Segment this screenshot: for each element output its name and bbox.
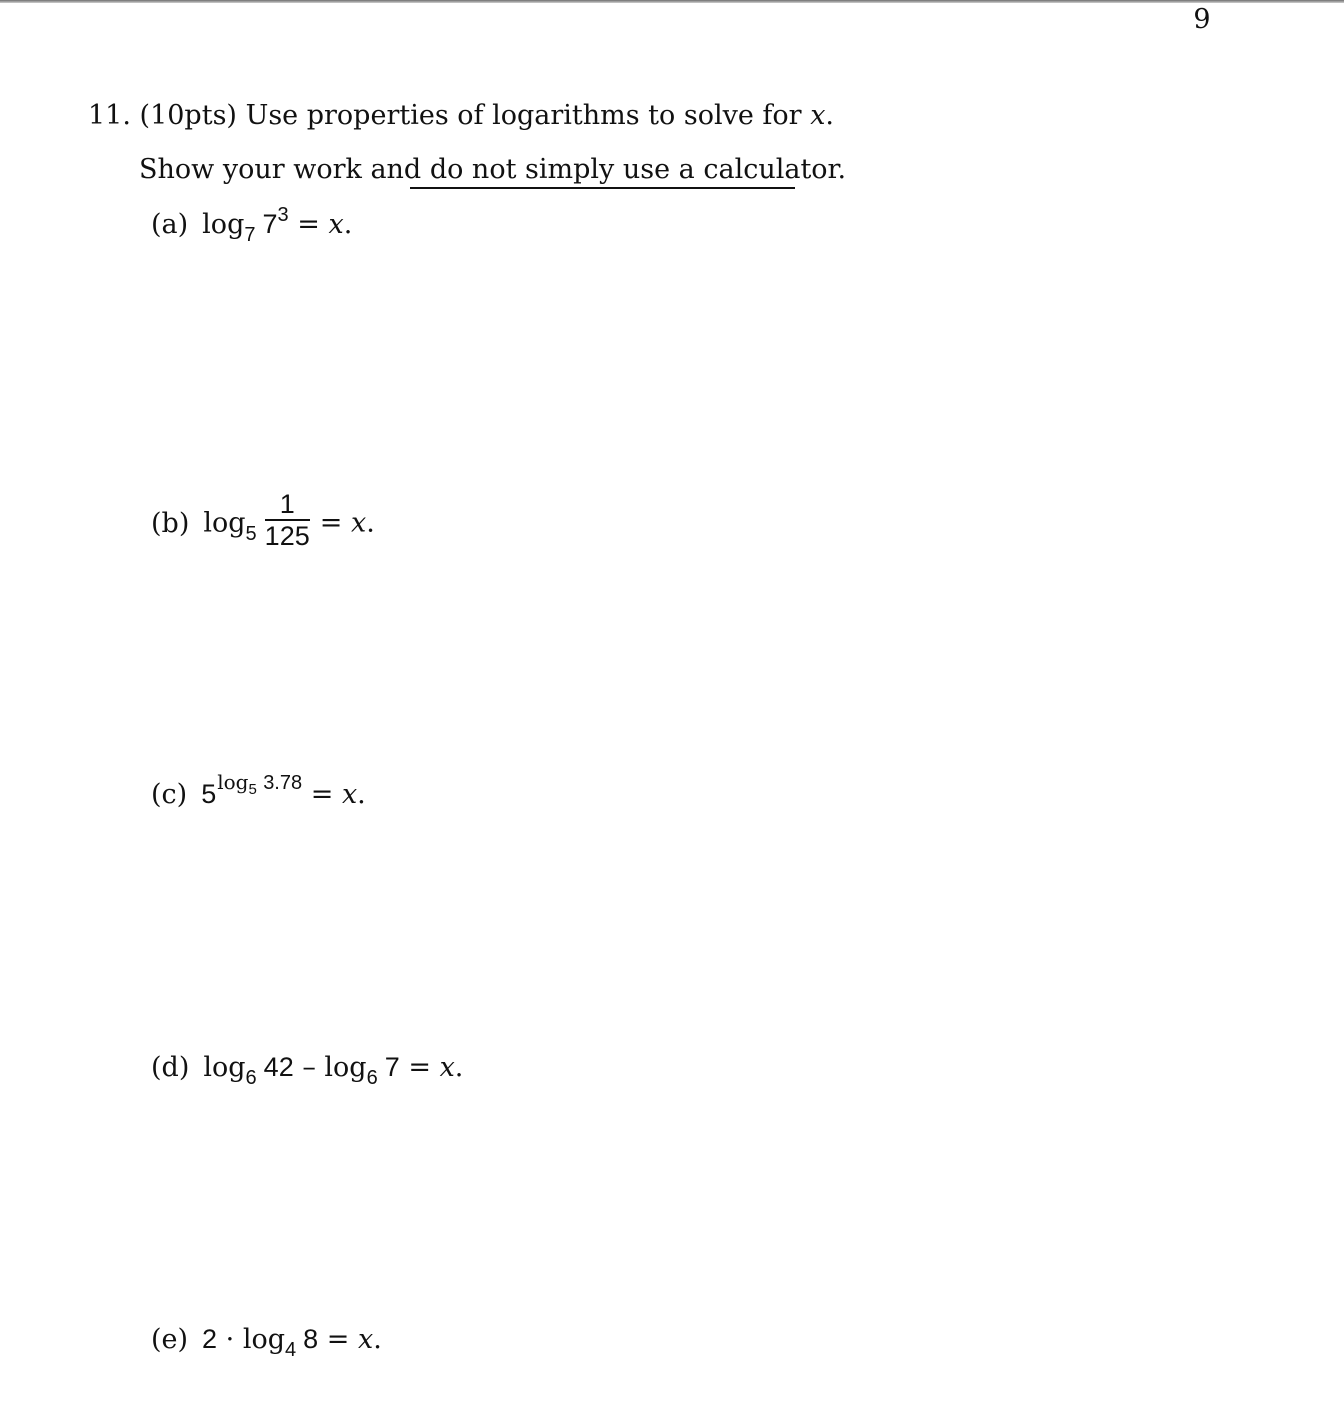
part-c-base: 5 xyxy=(201,779,217,809)
part-c-exponent-log: log xyxy=(217,770,249,794)
part-b xyxy=(151,489,375,555)
problem-heading xyxy=(88,99,834,133)
part-d-argument-2: 7 xyxy=(384,1052,400,1082)
part-b-numerator: 1 xyxy=(265,489,310,521)
part-c-rhs: x xyxy=(341,779,358,810)
problem-variable: x xyxy=(810,100,826,131)
part-b-rhs: x xyxy=(350,507,367,539)
part-b-denominator: 125 xyxy=(264,521,310,551)
problem-prompt: Use properties of logarithms to solve for xyxy=(245,100,802,131)
part-a-equals: = xyxy=(297,209,320,240)
part-a-period: . xyxy=(343,209,353,240)
part-b-fraction xyxy=(265,489,310,551)
part-d-minus: – xyxy=(302,1052,316,1083)
part-d-rhs: x xyxy=(439,1052,455,1083)
part-a-log-base: 7 xyxy=(244,224,256,246)
part-e-equals: = xyxy=(326,1324,350,1355)
part-a-log: log xyxy=(202,209,245,240)
part-a-rhs: x xyxy=(328,209,344,240)
part-d-label: (d) xyxy=(151,1052,190,1083)
part-b-label: (b) xyxy=(151,507,190,539)
part-d xyxy=(151,1050,463,1087)
part-a-argument-base: 7 xyxy=(262,209,278,239)
part-d-log-1: log xyxy=(203,1052,246,1083)
part-d-log-1-base: 6 xyxy=(245,1067,257,1089)
page-top-border xyxy=(0,0,1344,3)
part-a-label: (a) xyxy=(151,209,189,240)
part-e-label: (e) xyxy=(151,1324,189,1355)
part-e xyxy=(151,1322,382,1359)
instruction-end: . xyxy=(837,154,847,185)
part-c-exponent-log-base: 5 xyxy=(248,781,257,798)
part-c-period: . xyxy=(357,779,366,810)
part-b-period: . xyxy=(366,507,375,539)
part-e-log: log xyxy=(242,1324,286,1355)
part-d-period: . xyxy=(454,1052,464,1083)
part-d-equals: = xyxy=(408,1052,431,1083)
part-c-label: (c) xyxy=(151,779,188,810)
part-c-exponent xyxy=(217,770,303,798)
part-b-log-base: 5 xyxy=(245,522,257,545)
part-e-argument: 8 xyxy=(303,1324,319,1354)
part-c-equals: = xyxy=(310,779,334,810)
part-e-period: . xyxy=(373,1324,382,1355)
problem-points: (10pts) xyxy=(139,100,237,131)
part-a-argument-exponent: 3 xyxy=(277,204,289,226)
part-b-log: log xyxy=(203,507,246,539)
part-d-log-2: log xyxy=(324,1052,367,1083)
problem-period: . xyxy=(825,100,835,131)
page-number: 9 xyxy=(1193,4,1211,35)
part-d-log-2-base: 6 xyxy=(366,1067,378,1089)
part-e-rhs: x xyxy=(358,1324,374,1355)
part-c xyxy=(151,770,366,816)
part-d-argument-1: 42 xyxy=(263,1052,294,1082)
part-e-log-base: 4 xyxy=(285,1339,297,1361)
part-b-equals: = xyxy=(319,507,343,539)
instruction-underline xyxy=(410,187,795,189)
instruction-lead: Show your work and xyxy=(139,154,422,185)
instruction-line xyxy=(139,153,846,187)
instruction-underlined: do not simply use a calculator xyxy=(429,154,838,185)
part-c-exponent-value: 3.78 xyxy=(263,772,303,794)
problem-number: 11. xyxy=(88,100,131,131)
part-a xyxy=(151,204,353,246)
part-e-coefficient: 2 xyxy=(202,1324,218,1354)
part-e-dot: · xyxy=(225,1324,235,1355)
